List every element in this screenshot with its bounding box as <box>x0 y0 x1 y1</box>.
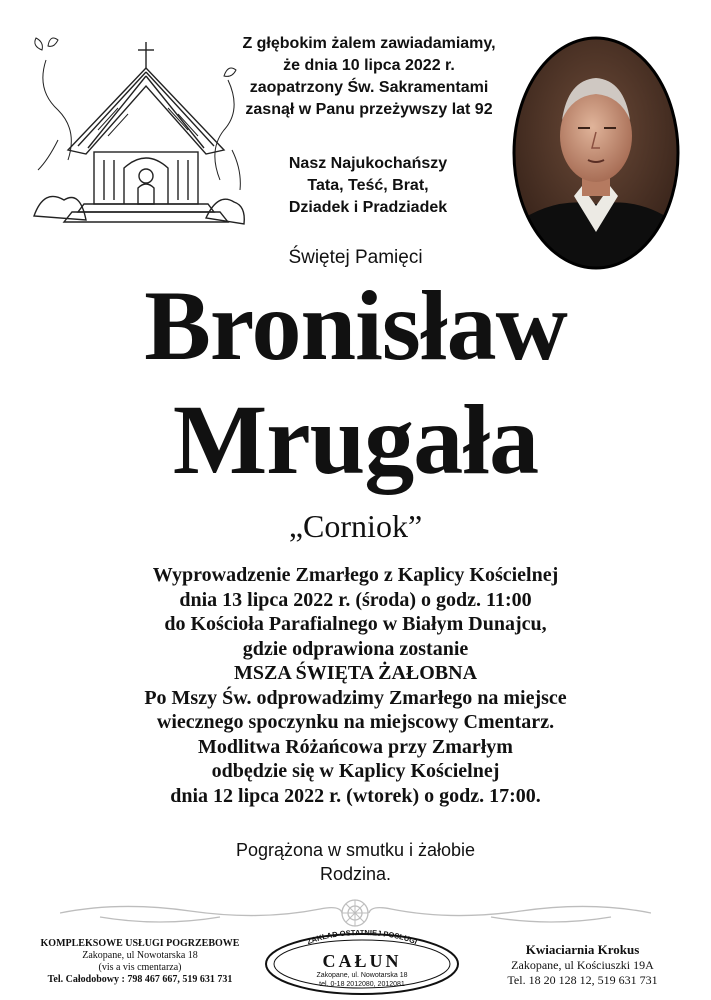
family-role-line: Tata, Teść, Brat, <box>307 177 429 194</box>
funeral-home-title: KOMPLEKSOWE USŁUGI POGRZEBOWE <box>40 938 240 949</box>
ceremony-line: do Kościoła Parafialnego w Białym Dunajcu, <box>164 613 547 635</box>
calun-logo <box>262 930 462 996</box>
ceremony-line: gdzie odprawiona zostanie <box>242 637 469 660</box>
funeral-home-note: (vis a vis cmentarza) <box>98 962 182 973</box>
florist-phone: Tel. 18 20 128 12, 519 631 731 <box>507 973 658 987</box>
ceremony-line: Po Mszy Św. odprowadzimy Zmarłego na miejsce <box>144 686 567 709</box>
funeral-home-phone: Tel. Całodobowy : 798 467 667, 519 631 731 <box>47 974 233 985</box>
ornament-divider <box>60 893 651 933</box>
last-name: Mrugała <box>172 384 539 495</box>
florist-address: Zakopane, ul Kościuszki 19A <box>511 957 654 972</box>
family-role <box>248 153 488 219</box>
family-role-line: Nasz Najukochańszy <box>288 155 448 172</box>
death-announcement <box>238 33 500 121</box>
mourners <box>0 838 711 886</box>
logo-top-text: ZAKŁAD OSTATNIEJ POSŁUGI <box>305 930 419 947</box>
logo-name: CAŁUN <box>322 951 402 971</box>
portrait-photo <box>512 36 680 270</box>
florist-info <box>470 942 695 989</box>
chapel-illustration <box>28 20 250 242</box>
family-role-line: Dziadek i Pradziadek <box>288 199 448 216</box>
funeral-home-info <box>10 938 270 986</box>
mourners-line: Rodzina. <box>319 864 392 884</box>
ceremony-line: Wyprowadzenie Zmarłego z Kaplicy Kościelnej <box>152 564 559 586</box>
announcement-line: zasnął w Panu przeżywszy lat 92 <box>245 101 493 118</box>
ceremony-details <box>20 563 691 808</box>
ceremony-line: MSZA ŚWIĘTA ŻAŁOBNA <box>233 662 478 684</box>
florist-name: Kwiaciarnia Krokus <box>525 942 640 957</box>
ceremony-line: dnia 12 lipca 2022 r. (wtorek) o godz. 17:00. <box>170 784 541 807</box>
dedication: Świętej Pamięci <box>288 247 423 268</box>
announcement-line: że dnia 10 lipca 2022 r. <box>283 57 455 74</box>
mourners-line: Pogrążona w smutku i żałobie <box>235 840 476 860</box>
nickname: „Corniok” <box>288 508 423 544</box>
logo-address: Zakopane, ul. Nowotarska 18 <box>316 972 408 979</box>
ceremony-line: odbędzie się w Kaplicy Kościelnej <box>211 760 500 782</box>
ceremony-line: wiecznego spoczynku na miejscowy Cmentarz. <box>156 711 555 733</box>
ceremony-line: Modlitwa Różańcowa przy Zmarłym <box>198 735 513 758</box>
announcement-line: Z głębokim żalem zawiadamiamy, <box>242 35 496 52</box>
announcement-line: zaopatrzony Św. Sakramentami <box>249 79 489 96</box>
funeral-home-address: Zakopane, ul Nowotarska 18 <box>82 950 198 961</box>
first-name: Bronisław <box>144 270 567 381</box>
logo-phone: tel. 0-18 2012080, 2012081 <box>319 981 405 988</box>
ceremony-line: dnia 13 lipca 2022 r. (środa) o godz. 11:00 <box>179 588 532 611</box>
